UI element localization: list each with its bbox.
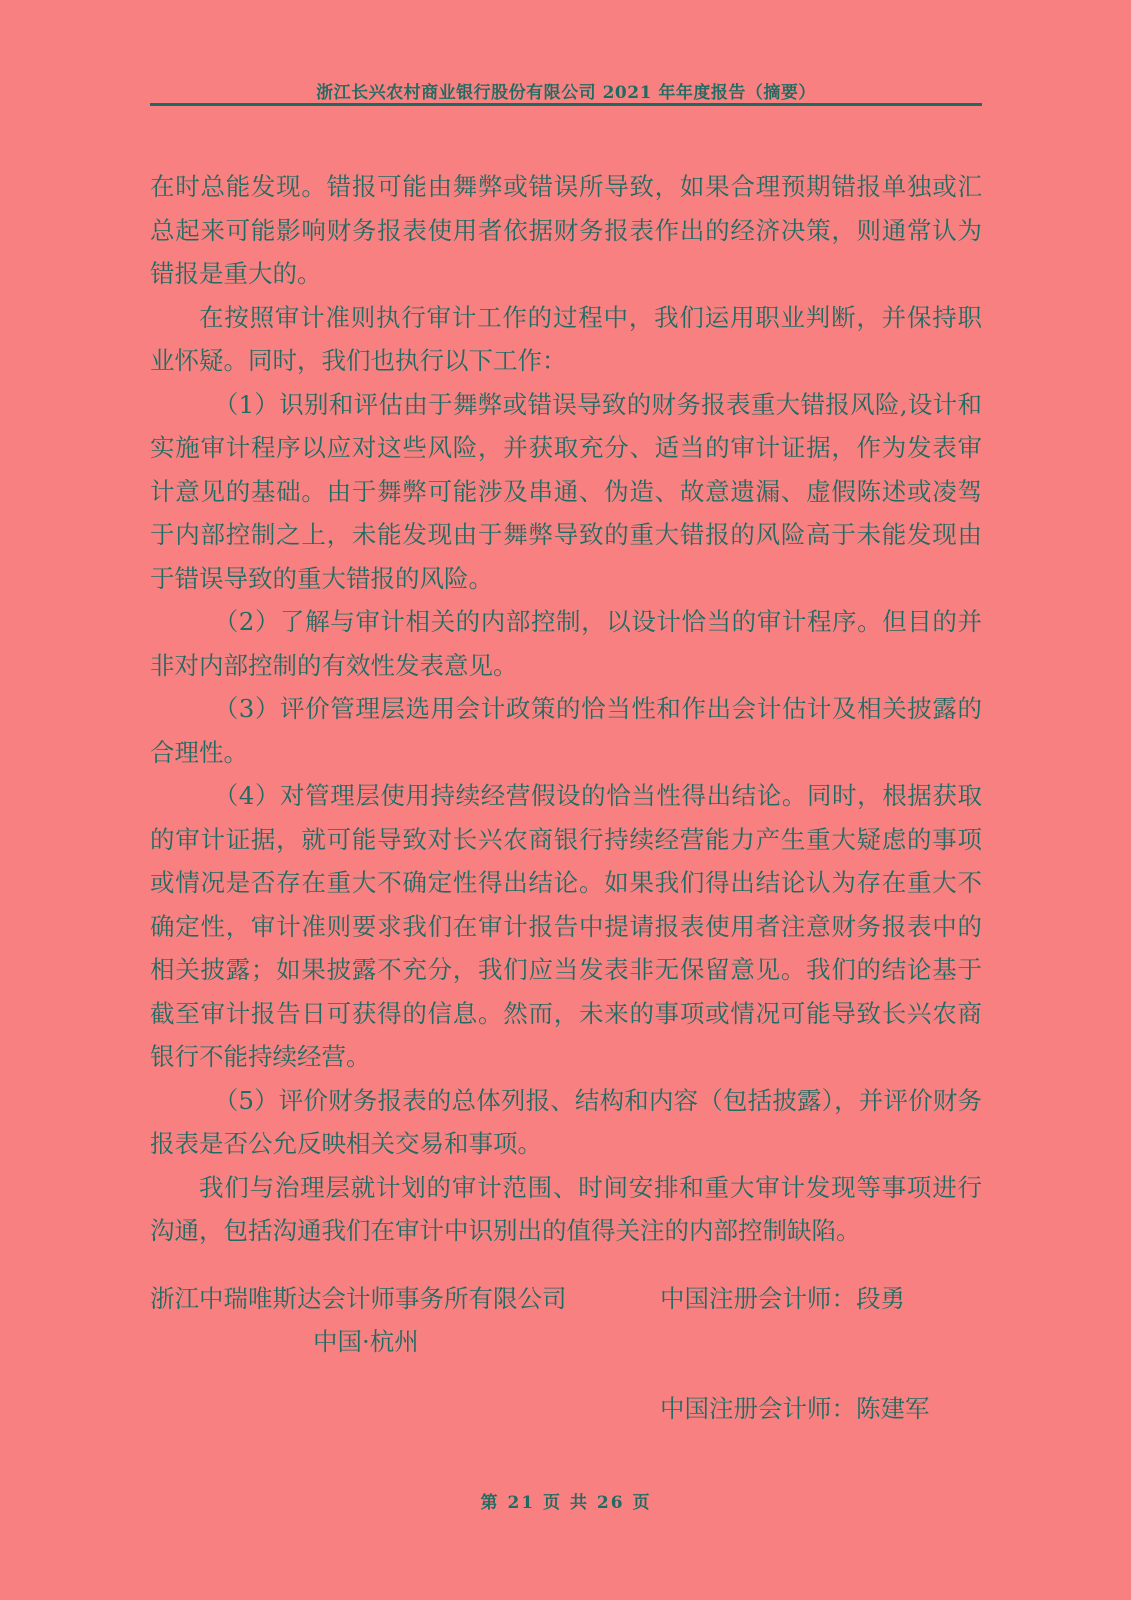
signature-cpa-1: 中国注册会计师：段勇 — [660, 1284, 905, 1313]
paragraph-audit-intro: 在按照审计准则执行审计工作的过程中，我们运用职业判断，并保持职业怀疑。同时，我们也执行以下工作： — [150, 302, 982, 375]
paragraph-item-5: （5）评价财务报表的总体列报、结构和内容（包括披露），并评价财务报表是否公允反映相关交易和事项。 — [150, 1085, 982, 1158]
paragraph-item-3: （3）评价管理层选用会计政策的恰当性和作出会计估计及相关披露的合理性。 — [150, 694, 982, 767]
page-number: 第 21 页 共 26 页 — [480, 1493, 652, 1513]
signature-firm-name: 浙江中瑞唯斯达会计师事务所有限公司 — [150, 1284, 567, 1313]
signature-location: 中国·杭州 — [313, 1327, 419, 1356]
paragraph-continuation: 在时总能发现。错报可能由舞弊或错误所导致，如果合理预期错报单独或汇总起来可能影响财务报表使用者依据财务报表作出的经济决策，则通常认为错报是重大的。 — [150, 172, 982, 288]
paragraph-item-4: （4）对管理层使用持续经营假设的恰当性得出结论。同时，根据获取的审计证据，就可能导致对长兴农商银行持续经营能力产生重大疑虑的事项或情况是否存在重大不确定性得出结论。如果我们得出结论认为存在重大不确定性，审计准则要求我们在审计报告中提请报表使用者注意财务报表中的相关披露；如果披露不充分，我们应当发表非无保留意见。我们的结论基于截至审计报告日可获得的信息。然而，未来的事项或情况可能导致长兴农商银行不能持续经营。 — [150, 781, 982, 1071]
header-divider — [150, 103, 982, 106]
signature-cpa-2: 中国注册会计师：陈建军 — [660, 1394, 930, 1423]
paragraph-item-1: （1）识别和评估由于舞弊或错误导致的财务报表重大错报风险,设计和实施审计程序以应对这些风险，并获取充分、适当的审计证据，作为发表审计意见的基础。由于舞弊可能涉及串通、伪造、故意遗漏、虚假陈述或凌驾于内部控制之上，未能发现由于舞弊导致的重大错报的风险高于未能发现由于错误导致的重大错报的风险。 — [150, 389, 982, 593]
report-body — [150, 165, 982, 1253]
paragraph-communication: 我们与治理层就计划的审计范围、时间安排和重大审计发现等事项进行沟通，包括沟通我们在审计中识别出的值得关注的内部控制缺陷。 — [150, 1172, 982, 1245]
page-header-title: 浙江长兴农村商业银行股份有限公司 2021 年年度报告（摘要） — [316, 83, 816, 103]
paragraph-item-2: （2）了解与审计相关的内部控制，以设计恰当的审计程序。但目的并非对内部控制的有效性发表意见。 — [150, 607, 982, 680]
